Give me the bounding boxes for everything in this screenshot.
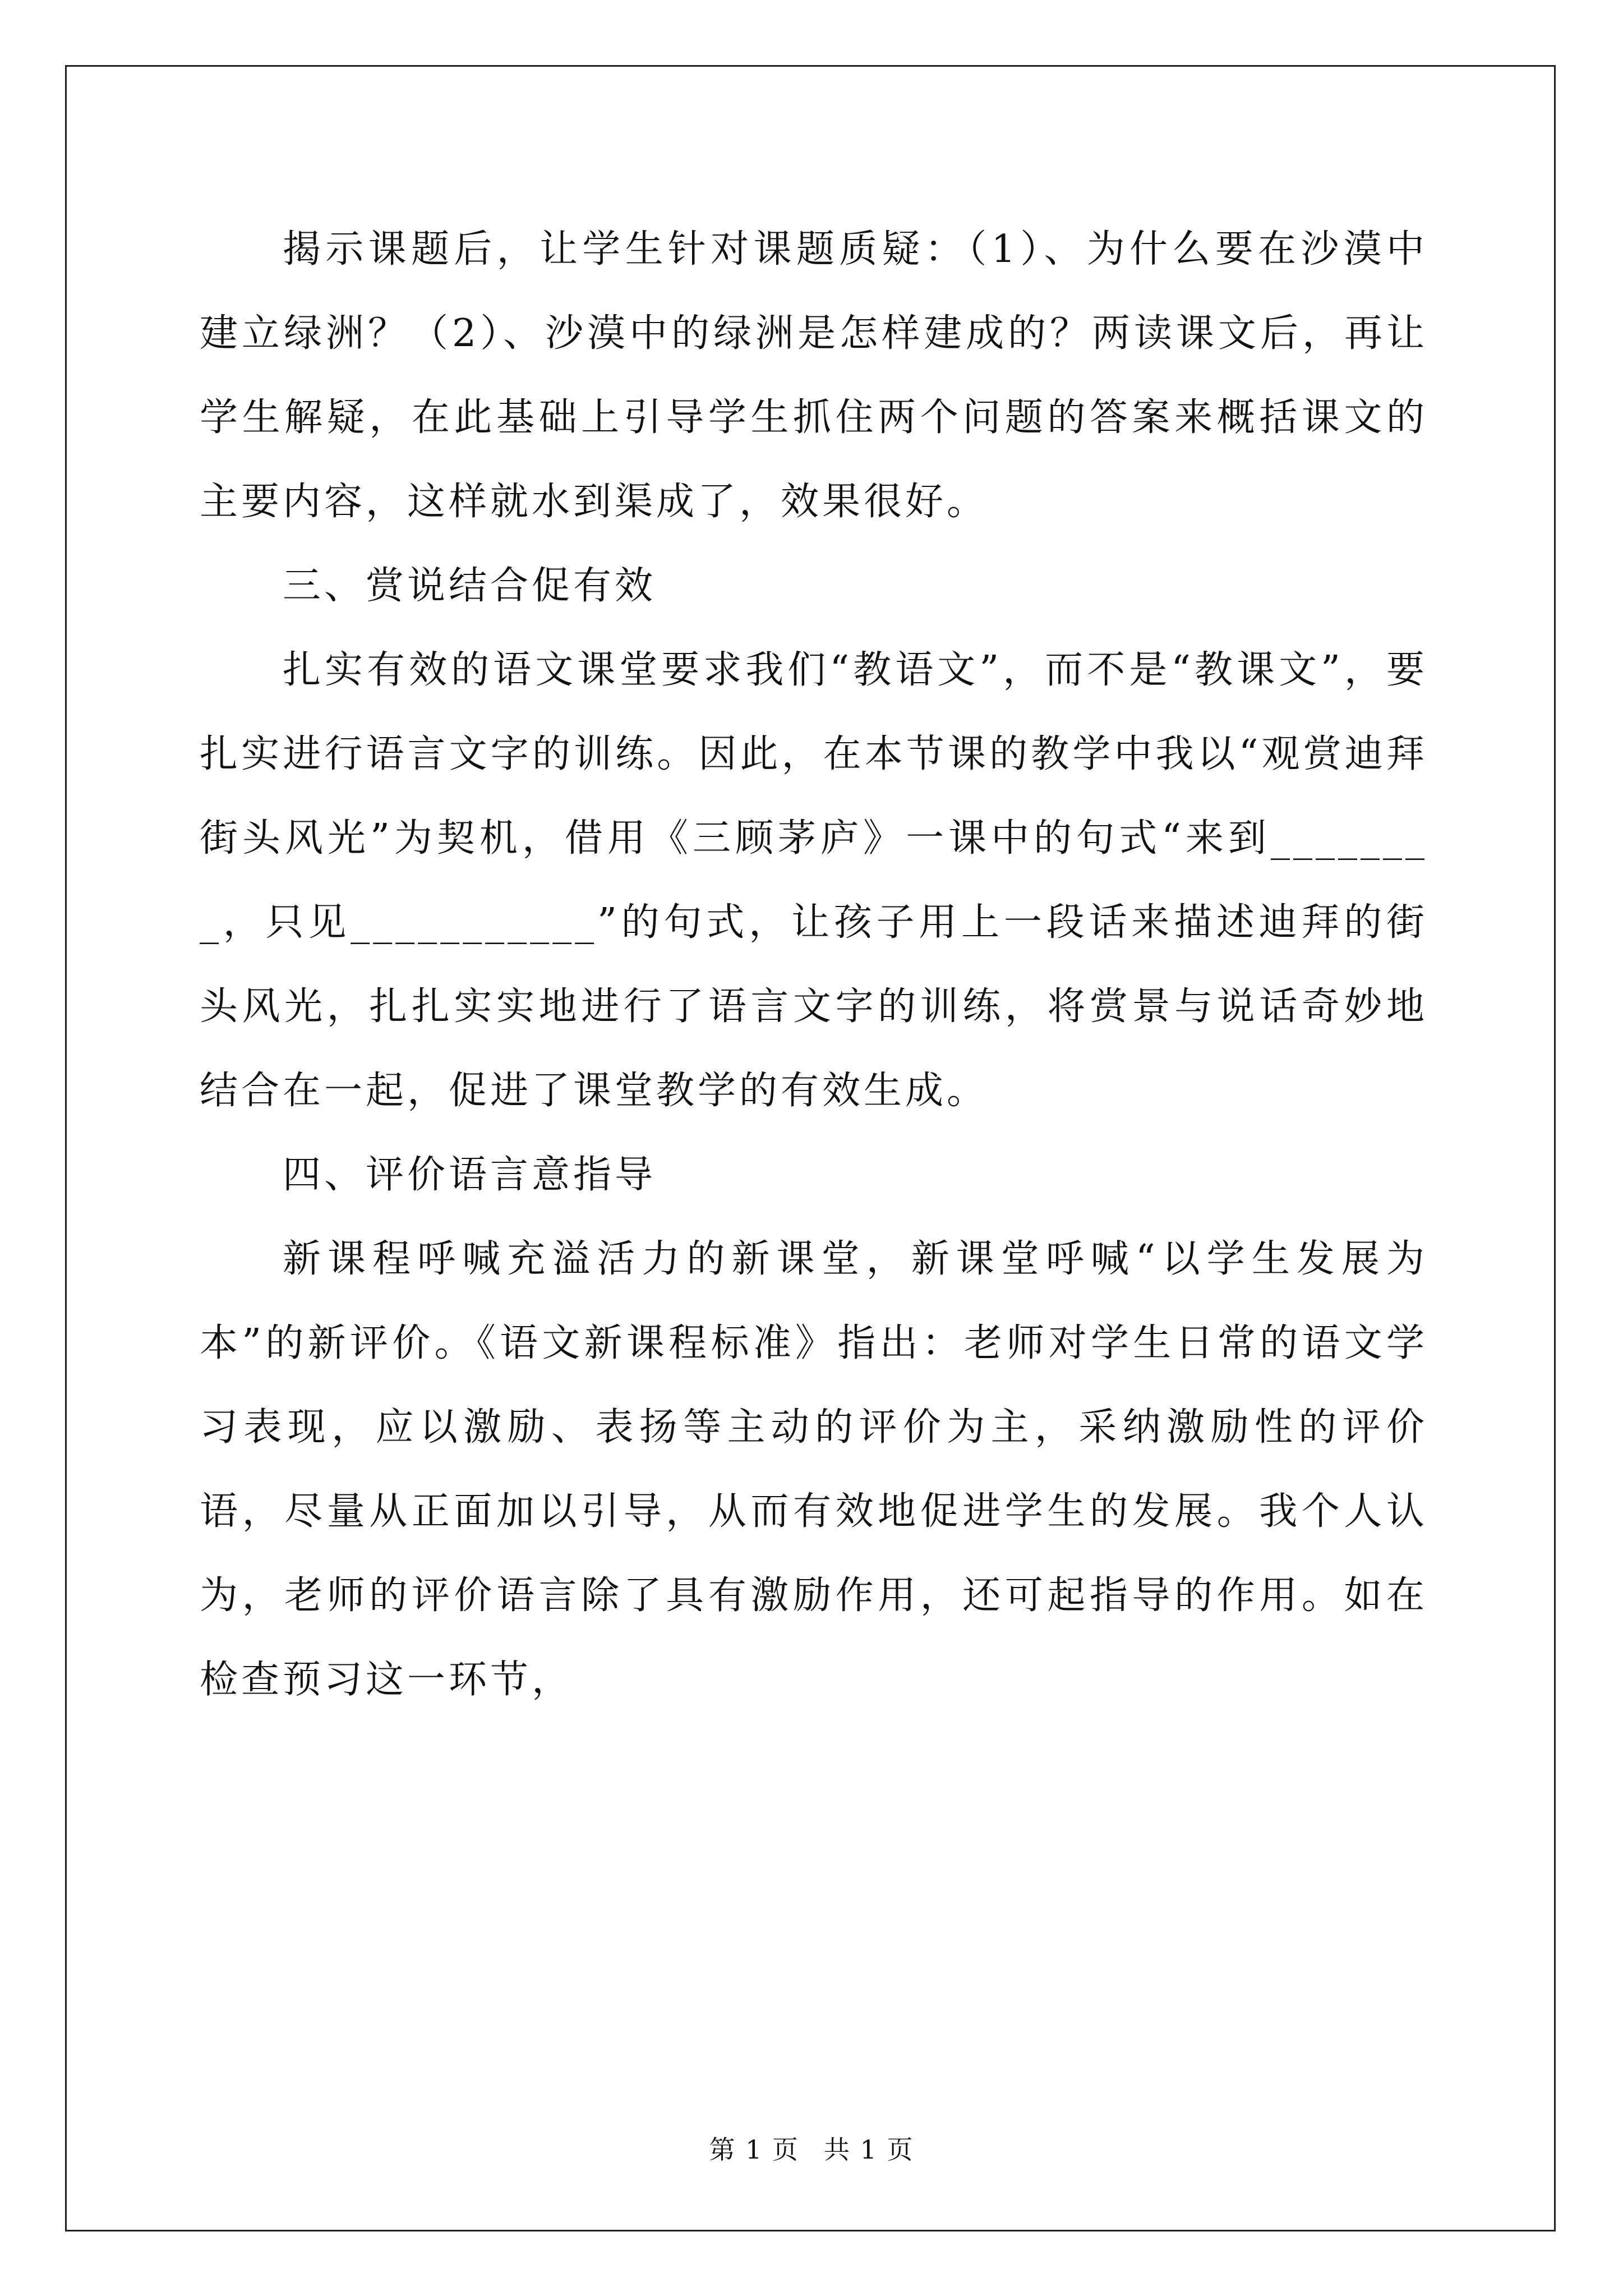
paragraph-section-4: 新课程呼喊充溢活力的新课堂，新课堂呼喊“以学生发展为本”的新评价。《语文新课程标准》指出：老师对学生日常的语文学习表现，应以激励、表扬等主动的评价为主，采纳激励性的评价语，尽量从正面加以引导，从而有效地促进学生的发展。我个人认为，老师的评价语言除了具有激励作用，还可起指导的作用。如在检查预习这一环节， — [200, 1237, 1428, 1702]
paragraph-section-3: 扎实有效的语文课堂要求我们“教语文”，而不是“教课文”，要扎实进行语言文字的训练。因此，在本节课的教学中我以“观赏迪拜街头风光”为契机，借用《三顾茅庐》一课中的句式“来到________，只见___________”的句式，让孩子用上一段话来描述迪拜的街头风光，扎扎实实地进行了语言文字的训练，将赏景与说话奇妙地结合在一起，促进了课堂教学的有效生成。 — [200, 648, 1428, 1113]
page-footer — [0, 2129, 1623, 2166]
section-heading-3: 三、赏说结合促有效 — [283, 564, 657, 608]
section-heading-4: 四、评价语言意指导 — [283, 1153, 657, 1197]
page-number: 第 1 页 — [709, 2134, 799, 2165]
document-body — [200, 208, 1428, 1722]
page-total: 共 1 页 — [824, 2134, 914, 2165]
paragraph-intro: 揭示课题后，让学生针对课题质疑：（1）、为什么要在沙漠中建立绿洲？（2）、沙漠中的绿洲是怎样建成的？两读课文后，再让学生解疑，在此基础上引导学生抓住两个问题的答案来概括课文的主要内容，这样就水到渠成了，效果很好。 — [200, 227, 1428, 524]
